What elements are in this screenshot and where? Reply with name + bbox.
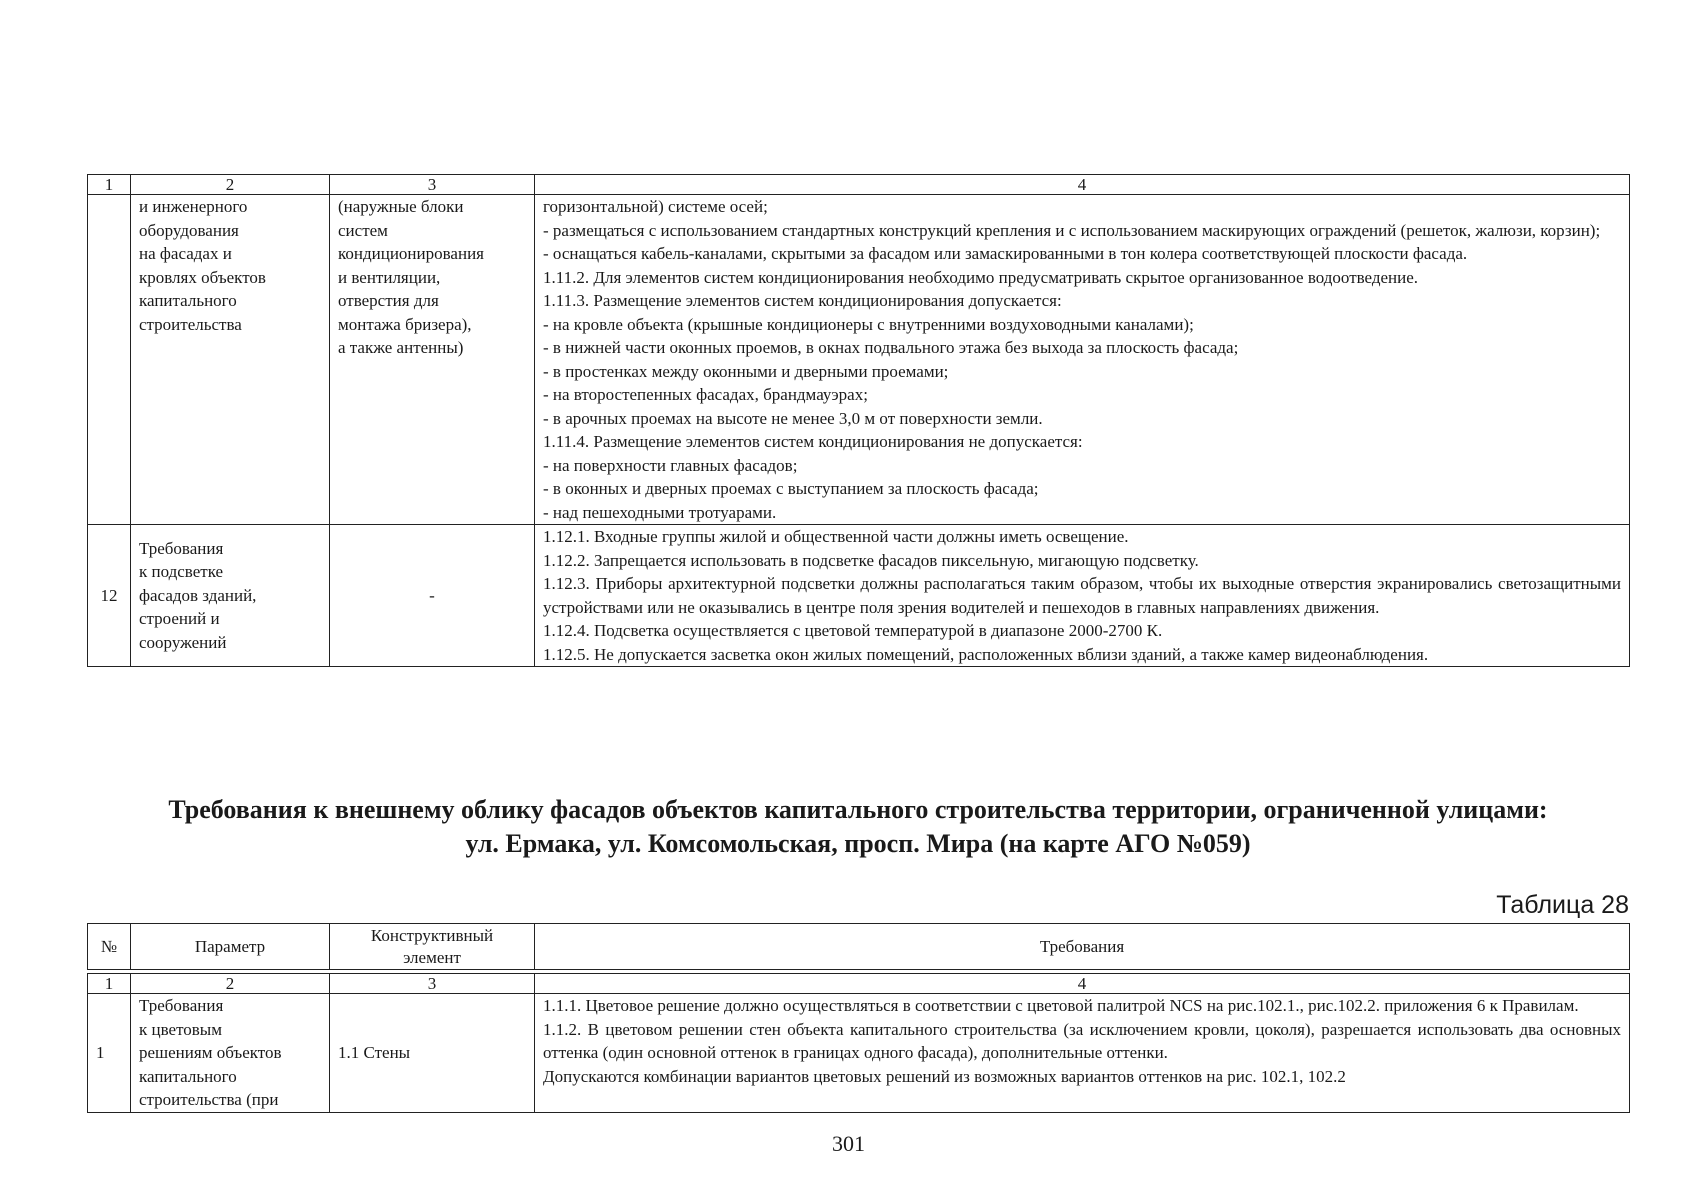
column-number: 2	[131, 175, 330, 195]
table-header	[87, 923, 1630, 970]
header-requirements: Требования	[535, 924, 1630, 970]
column-number-row	[88, 175, 1630, 195]
column-number-row	[88, 974, 1630, 994]
column-number: 4	[535, 974, 1630, 994]
column-number: 4	[535, 175, 1630, 195]
header-number: №	[88, 924, 131, 970]
header-element: Конструктивный элемент	[330, 924, 535, 970]
regulation-table	[87, 973, 1630, 1113]
element-cell: 1.1 Стены	[330, 994, 535, 1113]
table-label: Таблица 28	[1496, 891, 1629, 919]
header-parameter: Параметр	[131, 924, 330, 970]
element-cell: (наружные блоки систем кондиционирования и вентиляции, отверстия для монтажа бризера), а также антенны)	[330, 195, 535, 525]
parameter-cell: Требования к подсветке фасадов зданий, строений и сооружений	[131, 525, 330, 667]
table-row	[88, 195, 1630, 525]
table-row	[88, 994, 1630, 1113]
row-number: 12	[88, 525, 131, 667]
parameter-cell: Требования к цветовым решениям объектов капитального строительства (при	[131, 994, 330, 1113]
column-number: 3	[330, 175, 535, 195]
requirements-cell: 1.12.1. Входные группы жилой и общественной части должны иметь освещение. 1.12.2. Запрещается использовать в подсветке фасадов пиксельную, мигающую подсветку. 1.12.3. Приборы архитектурной подсветки должны располагаться таким образом, чтобы их выходные отверстия экранировались светозащитными устройствами или не оказывались в центре поля зрения водителей и пешеходов в главных направлениях движения. 1.12.4. Подсветка осуществляется с цветовой температурой в диапазоне 2000-2700 К. 1.12.5. Не допускается засветка окон жилых помещений, расположенных вблизи зданий, а также камер видеонаблюдения.	[535, 525, 1630, 667]
page-number: 301	[832, 1131, 865, 1156]
row-number: 1	[88, 994, 131, 1113]
column-number: 2	[131, 974, 330, 994]
regulation-table-continued	[87, 174, 1630, 667]
section-heading-line: Требования к внешнему облику фасадов объектов капитального строительства территории, ограниченной улицами:	[168, 795, 1548, 824]
table-row	[88, 525, 1630, 667]
section-heading-line: ул. Ермака, ул. Комсомольская, просп. Мира (на карте АГО №059)	[465, 829, 1251, 858]
row-number	[88, 195, 131, 525]
column-number: 3	[330, 974, 535, 994]
column-number: 1	[88, 175, 131, 195]
requirements-cell: горизонтальной) системе осей; - размещаться с использованием стандартных конструкций крепления и с использованием маскирующих ограждений (решеток, жалюзи, корзин); - оснащаться кабель-каналами, скрытыми за фасадом или замаскированными в тон колера соответствующей плоскости фасада. 1.11.2. Для элементов систем кондиционирования необходимо предусматривать скрытое организованное водоотведение. 1.11.3. Размещение элементов систем кондиционирования допускается: - на кровле объекта (крышные кондиционеры с внутренними воздуховодными каналами); - в нижней части оконных проемов, в окнах подвального этажа без выхода за плоскость фасада; - в простенках между оконными и дверными проемами; - на второстепенных фасадах, брандмауэрах; - в арочных проемах на высоте не менее 3,0 м от поверхности земли. 1.11.4. Размещение элементов систем кондиционирования не допускается: - на поверхности главных фасадов; - в оконных и дверных проемах с выступанием за плоскость фасада; - над пешеходными тротуарами.	[535, 195, 1630, 525]
section-heading	[87, 793, 1629, 861]
element-cell: -	[330, 525, 535, 667]
parameter-cell: и инженерного оборудования на фасадах и кровлях объектов капитального строительства	[131, 195, 330, 525]
column-number: 1	[88, 974, 131, 994]
requirements-cell: 1.1.1. Цветовое решение должно осуществляться в соответствии с цветовой палитрой NCS на рис.102.1., рис.102.2. приложения 6 к Правилам. 1.1.2. В цветовом решении стен объекта капитального строительства (за исключением кровли, цоколя), разрешается использовать два основных оттенка (один основной оттенок в границах одного фасада), дополнительные оттенки. Допускаются комбинации вариантов цветовых решений из возможных вариантов оттенков на рис. 102.1, 102.2	[535, 994, 1630, 1113]
